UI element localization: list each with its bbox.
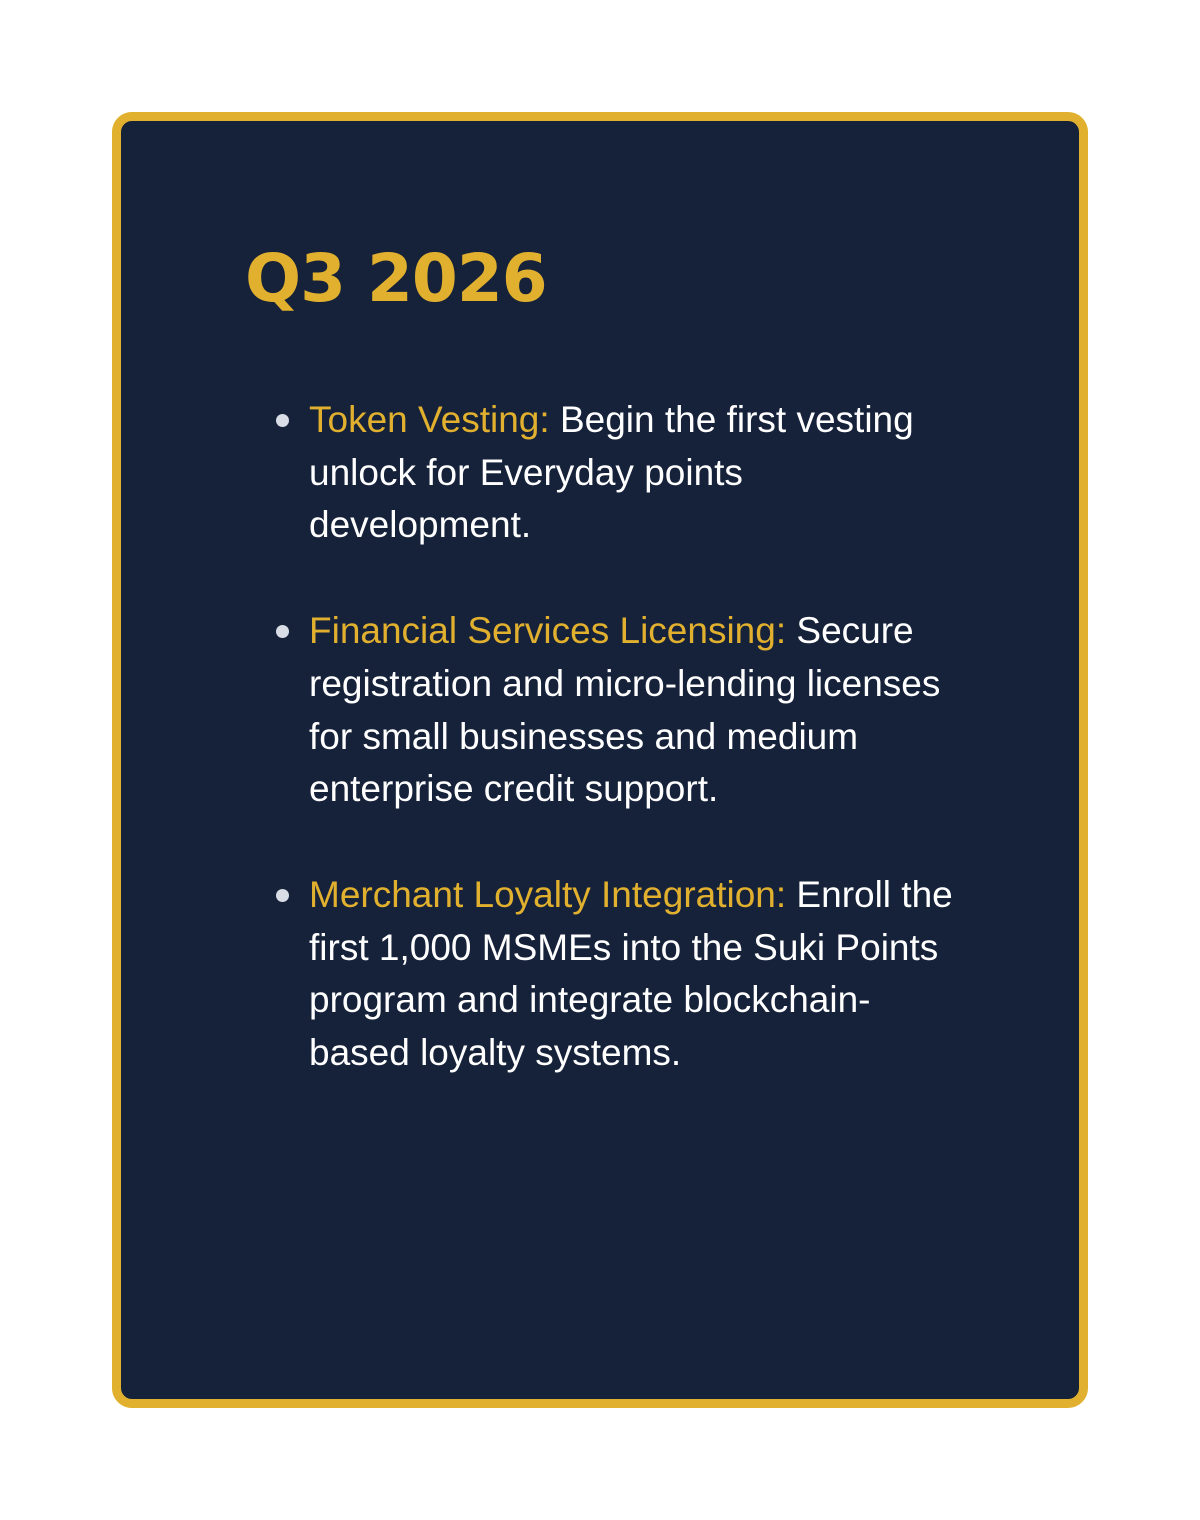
card-title: Q3 2026 <box>245 240 547 317</box>
bullet-dot-icon <box>276 889 289 902</box>
milestone-heading: Financial Services Licensing: <box>309 610 787 652</box>
milestone-item <box>309 605 969 816</box>
roadmap-card <box>112 112 1088 1408</box>
bullet-dot-icon <box>276 625 289 638</box>
milestone-description: Secure registration and micro-lending licenses for small businesses and medium enterprise credit support. <box>309 610 941 810</box>
milestone-heading: Token Vesting: <box>309 399 550 440</box>
milestone-description: Begin the first vesting unlock for Everyday points development. <box>309 399 914 546</box>
milestone-item <box>309 869 969 1080</box>
milestone-item <box>309 394 969 552</box>
milestone-list <box>309 394 969 1133</box>
milestone-description: Enroll the first 1,000 MSMEs into the Suki Points program and integrate blockchain-based loyalty systems. <box>309 873 953 1074</box>
bullet-dot-icon <box>276 414 289 427</box>
milestone-heading: Merchant Loyalty Integration: <box>309 873 787 915</box>
